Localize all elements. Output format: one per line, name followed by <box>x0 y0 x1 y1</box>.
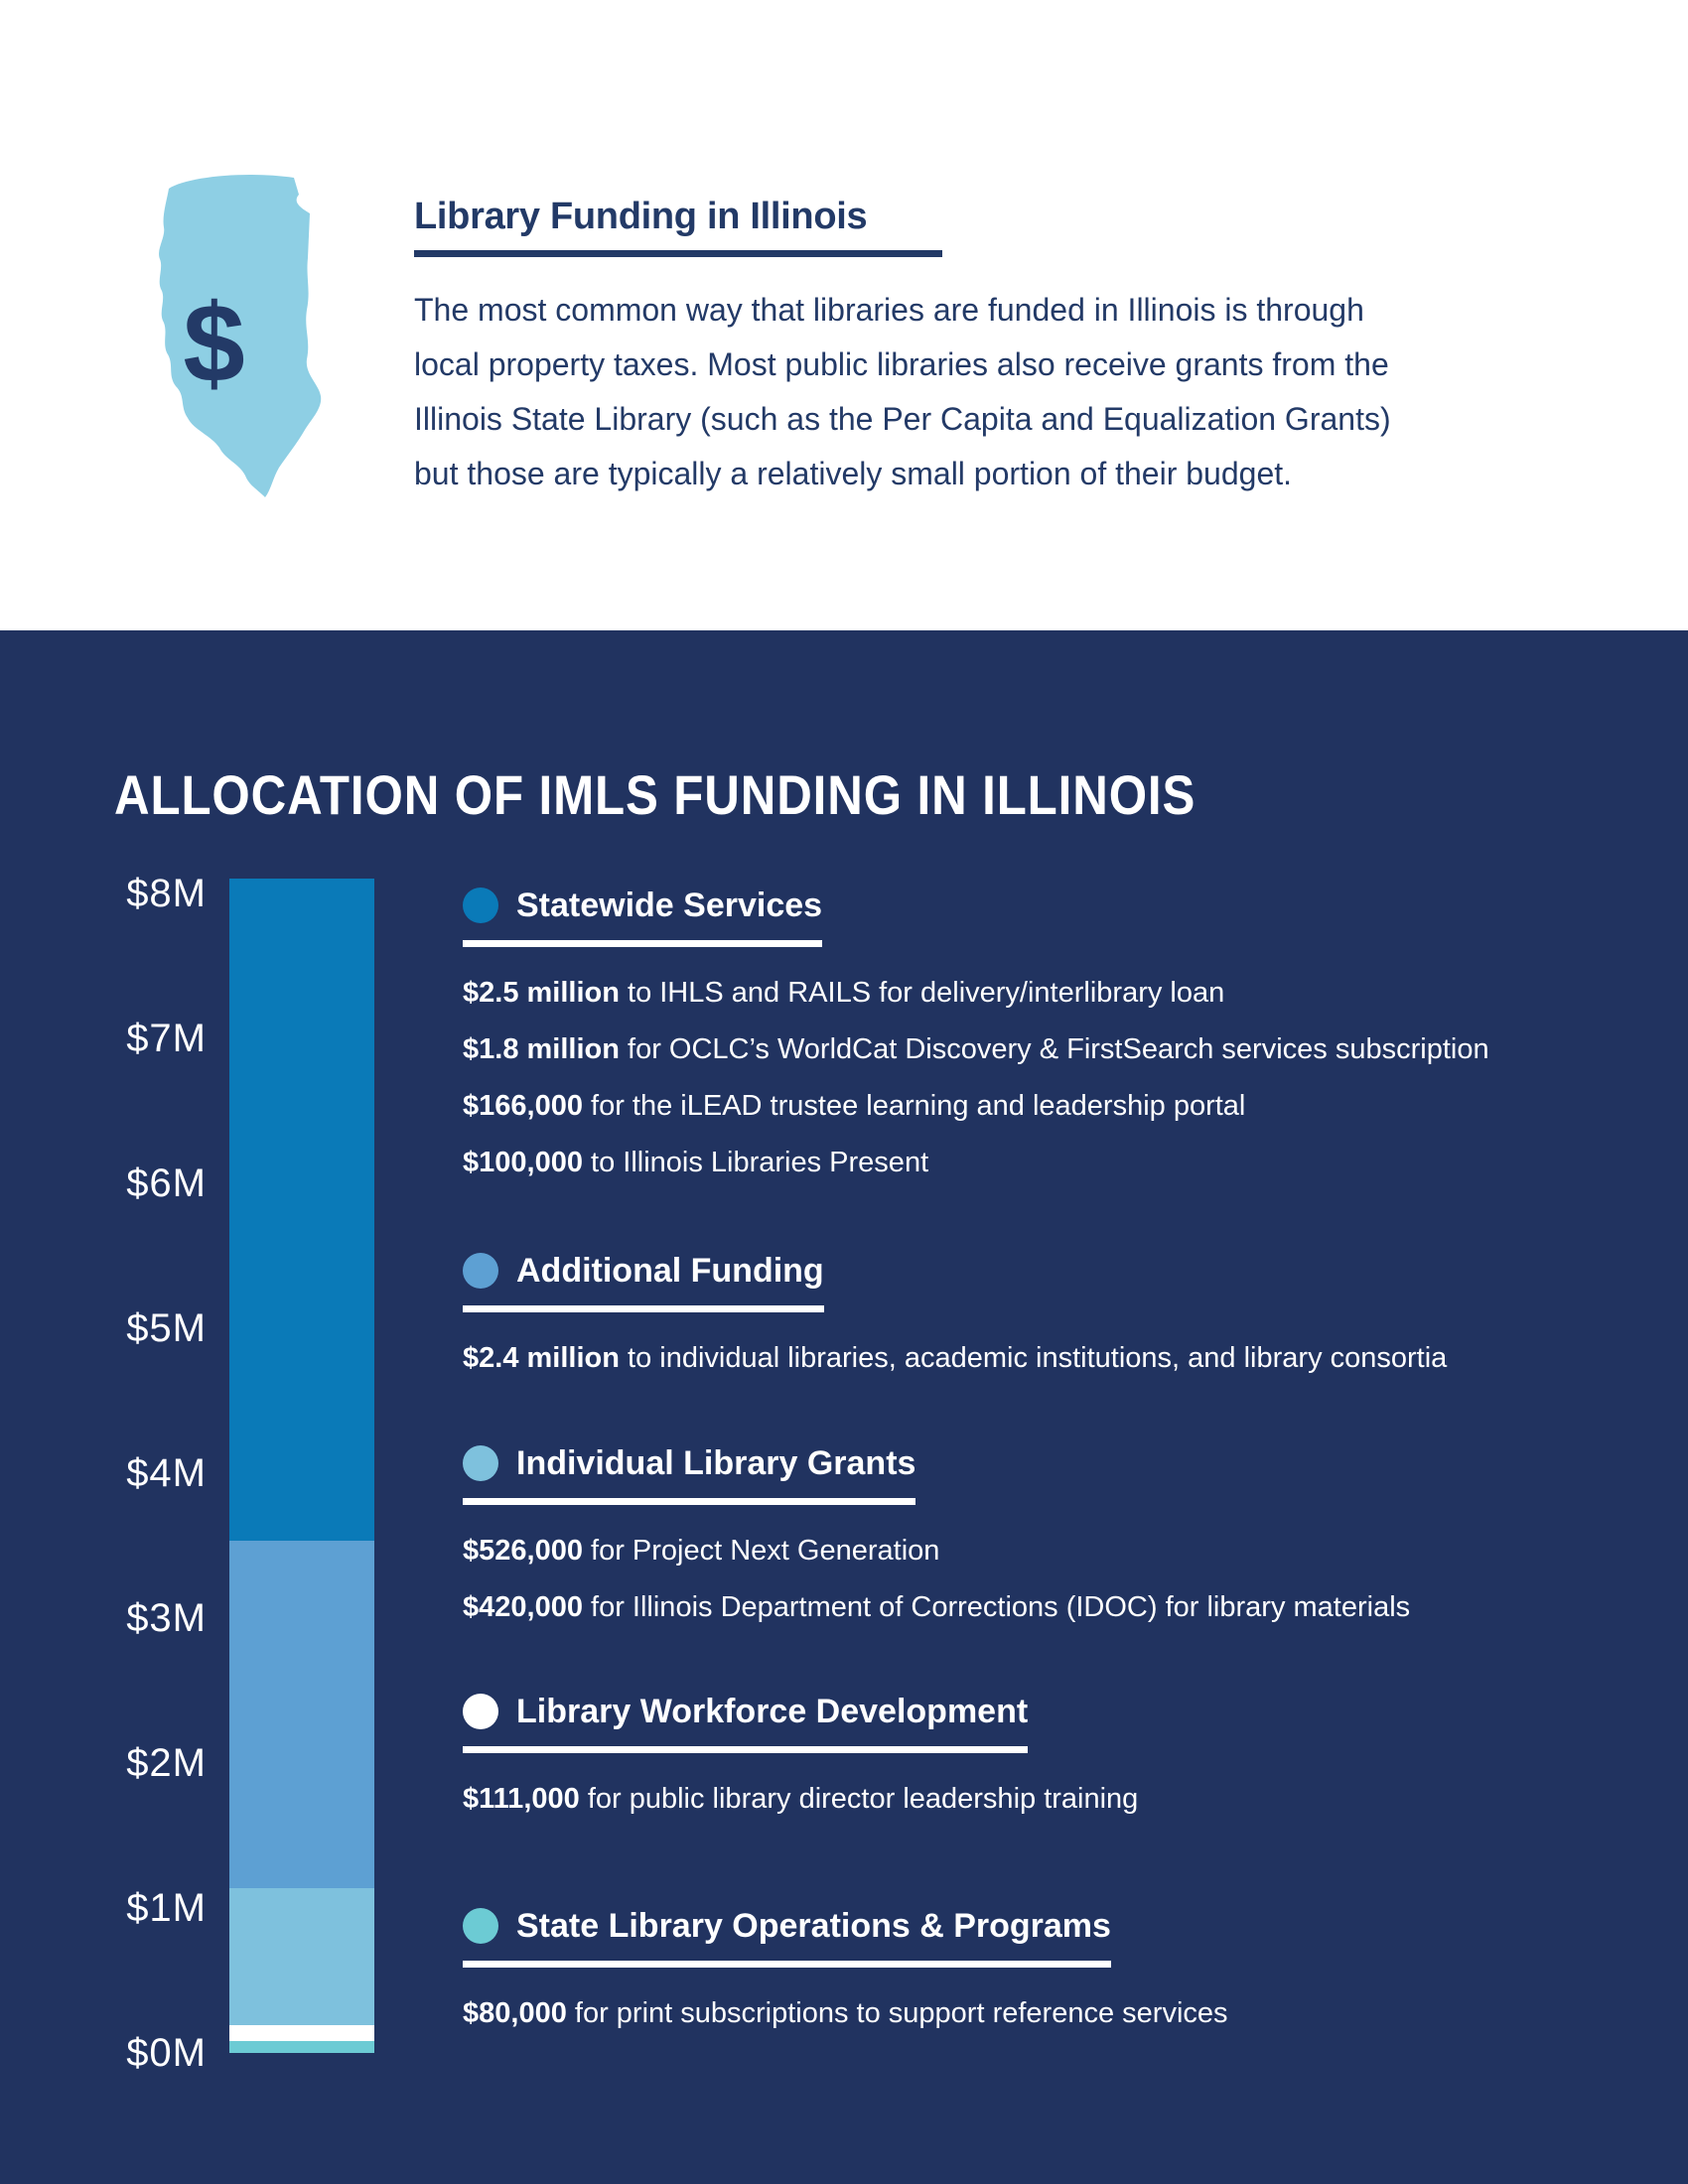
item-text: for public library director leadership training <box>579 1783 1139 1815</box>
legend-items <box>463 1523 1410 1636</box>
legend-title: State Library Operations & Programs <box>516 1906 1111 1945</box>
item-amount: $80,000 <box>463 1997 567 2029</box>
item-text: to IHLS and RAILS for delivery/interlibrary loan <box>619 977 1225 1009</box>
item-text: for Project Next Generation <box>582 1535 940 1567</box>
legend-underline <box>463 1498 915 1505</box>
legend-title-group <box>463 1249 824 1312</box>
item-text: for Illinois Department of Corrections (IDOC) for library materials <box>582 1591 1411 1623</box>
legend-items <box>463 1985 1228 2042</box>
item-amount: $1.8 million <box>463 1033 620 1065</box>
legend-title: Library Workforce Development <box>516 1692 1029 1730</box>
bar-segment <box>229 2025 374 2041</box>
legend-underline <box>463 1746 1028 1753</box>
legend-underline <box>463 1961 1111 1968</box>
legend-item <box>463 1078 1489 1135</box>
stacked-bar <box>229 879 374 2053</box>
item-amount: $166,000 <box>463 1090 583 1122</box>
y-axis-label: $2M <box>126 1741 207 1785</box>
bar-segment <box>229 2041 374 2053</box>
item-amount: $100,000 <box>463 1147 583 1178</box>
legend-underline <box>463 1305 824 1312</box>
legend-block-statewide-services <box>463 884 1489 1191</box>
y-axis-label: $0M <box>126 2031 207 2075</box>
item-text: for print subscriptions to support reference services <box>566 1997 1228 2029</box>
intro-line: Illinois State Library (such as the Per Capita and Equalization Grants) <box>414 401 1391 437</box>
intro-paragraph <box>414 283 1645 501</box>
legend-title-group <box>463 1904 1111 1968</box>
y-axis-label: $7M <box>126 1017 207 1060</box>
legend-dot-icon <box>463 887 498 923</box>
y-axis-label: $3M <box>126 1596 207 1640</box>
legend-item <box>463 1579 1410 1636</box>
item-amount: $420,000 <box>463 1591 583 1623</box>
legend-item <box>463 965 1489 1022</box>
intro-line: local property taxes. Most public libraries also receive grants from the <box>414 346 1389 382</box>
legend-item <box>463 1022 1489 1078</box>
item-amount: $526,000 <box>463 1535 583 1567</box>
legend-title-group <box>463 884 822 947</box>
legend-title: Additional Funding <box>516 1251 824 1290</box>
legend-title: Individual Library Grants <box>516 1443 916 1482</box>
legend-items <box>463 1771 1138 1828</box>
legend-item <box>463 1985 1228 2042</box>
y-axis-label: $8M <box>126 872 207 915</box>
legend-item <box>463 1523 1410 1579</box>
legend-dot-icon <box>463 1694 498 1729</box>
legend-dot-icon <box>463 1908 498 1944</box>
title-underline <box>414 250 942 257</box>
intro-line: but those are typically a relatively small portion of their budget. <box>414 456 1293 491</box>
item-text: for the iLEAD trustee learning and leadership portal <box>582 1090 1246 1122</box>
legend-block-additional-funding <box>463 1249 1447 1387</box>
legend-title: Statewide Services <box>516 886 823 924</box>
y-axis-label: $1M <box>126 1886 207 1930</box>
item-amount: $111,000 <box>463 1783 580 1815</box>
legend-item <box>463 1330 1447 1387</box>
legend-block-state-library-operations <box>463 1904 1228 2042</box>
intro-line: The most common way that libraries are funded in Illinois is through <box>414 292 1364 328</box>
legend-underline <box>463 940 822 947</box>
legend-title-group <box>463 1690 1028 1753</box>
legend-items <box>463 965 1489 1191</box>
dollar-sign-icon: $ <box>183 281 245 405</box>
y-axis-label: $6M <box>126 1161 207 1205</box>
item-text: to individual libraries, academic institutions, and library consortia <box>619 1342 1448 1374</box>
page-title: Library Funding in Illinois <box>414 196 868 238</box>
legend-dot-icon <box>463 1445 498 1481</box>
legend-items <box>463 1330 1447 1387</box>
chart-section-heading: ALLOCATION OF IMLS FUNDING IN ILLINOIS <box>114 763 1196 827</box>
legend-block-library-workforce-development <box>463 1690 1138 1828</box>
bar-segment <box>229 1888 374 2025</box>
item-amount: $2.5 million <box>463 977 620 1009</box>
legend-dot-icon <box>463 1253 498 1289</box>
item-text: to Illinois Libraries Present <box>582 1147 929 1178</box>
legend-item <box>463 1771 1138 1828</box>
bar-segment <box>229 1541 374 1888</box>
legend-block-individual-library-grants <box>463 1441 1410 1636</box>
y-axis-label: $5M <box>126 1306 207 1350</box>
y-axis-label: $4M <box>126 1451 207 1495</box>
legend-title-group <box>463 1441 915 1505</box>
bar-segment <box>229 879 374 1541</box>
item-amount: $2.4 million <box>463 1342 620 1374</box>
item-text: for OCLC’s WorldCat Discovery & FirstSearch services subscription <box>619 1033 1489 1065</box>
legend-item <box>463 1135 1489 1191</box>
